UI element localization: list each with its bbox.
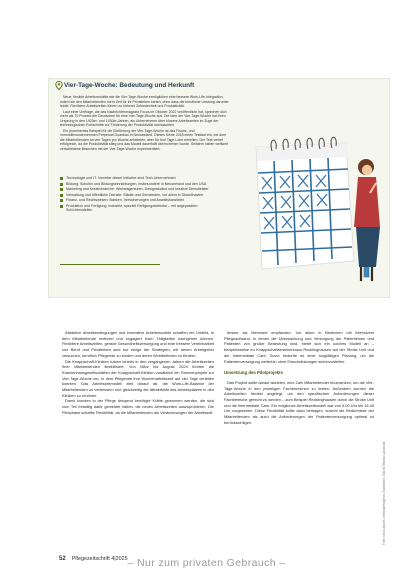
list-item: Bildung: Schulen und Bildungseinrichtungen, insbesondere in Neuseeland und den USA bbox=[60, 182, 220, 186]
page-number: 52 bbox=[59, 556, 66, 562]
list-item: Finanz- und Rechtswesen: Banken, Versicherungen und Anwaltskanzleien bbox=[60, 198, 220, 202]
calendar-icon bbox=[256, 137, 354, 269]
box-intro bbox=[60, 95, 230, 152]
watermark: – Nur zum privaten Gebrauch – bbox=[127, 557, 286, 569]
location-pin-icon bbox=[55, 81, 63, 90]
body-paragraph: Attraktive Arbeitsbedingungen und innovative Arbeitsmodelle schaffen ein Umfeld, in dem Mitarbeitende motiviert und engagiert ihren Tätigkeiten nachgehen können. Flexiblere Arbeitszeiten, gerade Gesundheitsversorgung und eine bessere Vereinbarkeit von Beruf und Privatleben sind nur einige der Strategien, mit denen Arbeitgeber versuchen, beruflich Pflegende zu binden und deren Wohlbefinden zu fördern. bbox=[62, 330, 214, 358]
body-paragraph: Das Projekt sollte darauf abzielen, eine Zahl Mitarbeitender einzusetzen, um die Vier-Tage-Woche in den jeweiligen Fachbereichen zu testen. Außerdem wurden die Arbeitszeiten flexibel angelegt, um den spezifischen Anforderungen dieser Fachbereiche gerecht zu werden – zum Beispiel Recklinghausen durch die Stroke Unit und die Intermediate Care. Ein mögliches Arbeitszeitmodell war von 6.00 Uhr bis 16.45 Uhr vorgesehen. Diese Flexibilität sollte dazu beitragen, sowohl die Bedürfnisse der Mitarbeitenden als auch die Anforderungen der Patientenversorgung optimal zu berücksichtigen. bbox=[224, 379, 374, 425]
section-heading: Umsetzung des Pilotprojekts bbox=[224, 370, 283, 376]
body-paragraph: besser als Mehrwert empfanden. Vor allem in Bereichen mit intensivem Pflegeaufwand, in denen die Überwachung und Versorgung der Patientinnen und Patienten von großer Bedeutung sind, bietet sich ein solches Modell an – beispielsweise im Knappschaftskrankenhaus Recklinghausen auf der Stroke Unit und der Intermediate Care. Zuvor bedurfte es einer sorgfältigen Planung, um die Patientenversorgung weiterhin ohne Einschränkungen sicherzustellen. bbox=[224, 330, 374, 364]
body-paragraph: Die Knappschaft-Kliniken haben bereits in den vergangenen Jahren die Arbeitszeiten ihrer Mitarbeitenden flexibilisiert. Von März bis August 2024 führten die Krankenhausgesellschaften der Knappschaft-Kliniken zusätzlich ein Rahmenprojekt zur Vier-Tage-Woche ein, in dem Pflegende ihre Wochenarbeitszeit auf vier Tage verteilen konnten. Das Arbeitszeitmodell zielt darauf ab, die Work-Life-Balance der Mitarbeitenden zu verbessern und gleichzeitig die Attraktivität des Arbeitsplatzes in den Kliniken zu erhöhen. bbox=[62, 358, 214, 398]
magazine-name: Pflegezeitschrift 4|2025 bbox=[71, 556, 128, 562]
body-paragraph: Damit konnten in der Pflege dringend benötigte Kräfte gewonnen werden, die sich zum Teil freiwillig dafür gemeldet hatten, die neuen Arbeitszeiten auszuprobieren. Die Pilotphase schaffte Flexibilität, da die Mitarbeitenden die Veränderungen der Arbeitszeit bbox=[62, 398, 214, 415]
box-title: Vier-Tage-Woche: Bedeutung und Herkunft bbox=[64, 82, 195, 89]
list-item: Produktion und Fertigung: Industrie, speziell Fertigungsbetriebe – mit angepassten Schichtmodellen bbox=[60, 204, 220, 213]
article-column-right bbox=[224, 330, 374, 426]
woman-figure-icon bbox=[354, 159, 380, 281]
list-item: Technologie und IT: Vorreiter dieser Initiative sind Tech-Unternehmen bbox=[60, 176, 220, 180]
list-item: Marketing und Kreativbranche: Werbeagenturen, Designstudios und kreative Dienstleister bbox=[60, 187, 220, 191]
divider bbox=[60, 264, 160, 265]
intro-paragraph: Neue, flexible Arbeitsmodelle wie die Vier-Tage-Woche ermöglichen eine bessere Work-Life-Integration, indem sie den Mitarbeitenden mehr Zeit für ihr Privatleben bieten, ohne dass die berufliche Leistung darunter leidet. Flexiblere Arbeitszeiten führen zu höherer Zufriedenheit und Produktivität. bbox=[60, 95, 229, 108]
intro-paragraph: Laut einer Umfrage, die das Nachrichtenmagazin Focus im Oktober 2022 veröffentlicht hat, sprechen sich mehr als 70 Prozent der Deutschen für eine Vier-Tage-Woche aus. Die Idee der Vier-Tage-Woche hat ihren Ursprung in den 1920er- und 1930er-Jahren, als Unternehmen über kürzere Arbeitszeiten im Zuge der technologischen Fortschritte zur Förderung der Produktivität nachdachten. bbox=[60, 109, 227, 127]
article-column-left bbox=[62, 330, 214, 416]
industry-list bbox=[60, 176, 220, 214]
calendar-illustration bbox=[238, 95, 388, 295]
intro-paragraph: Ein prominentes Beispiel für die Einführung der Vier-Tage-Woche ist das Finanz- und Immobilienunternehmen Perpetual Guardian in Neuseeland. Dieses führte 2018 einen Testlauf ein, bei dem die Mitarbeitenden an vier Tagen pro Woche arbeiteten, aber für fünf Tage Lohn erhielten. Der Test verlief erfolgreich, da die Produktivität stieg und das Modell dauerhaft übernommen wurde. Seitdem haben weltweit verschiedene Branchen mit der Vier-Tage-Woche experimentiert: bbox=[60, 128, 228, 151]
list-item: Verwaltung und öffentliche Dienste: Städte und Gemeinden, vor allem in Skandinavien bbox=[60, 193, 220, 197]
image-credit-text: Foto: stock.adobe.com/andrewgenn; Illustration: iStock/Tetiana Lazunova bbox=[382, 441, 387, 545]
image-credit bbox=[381, 395, 387, 545]
